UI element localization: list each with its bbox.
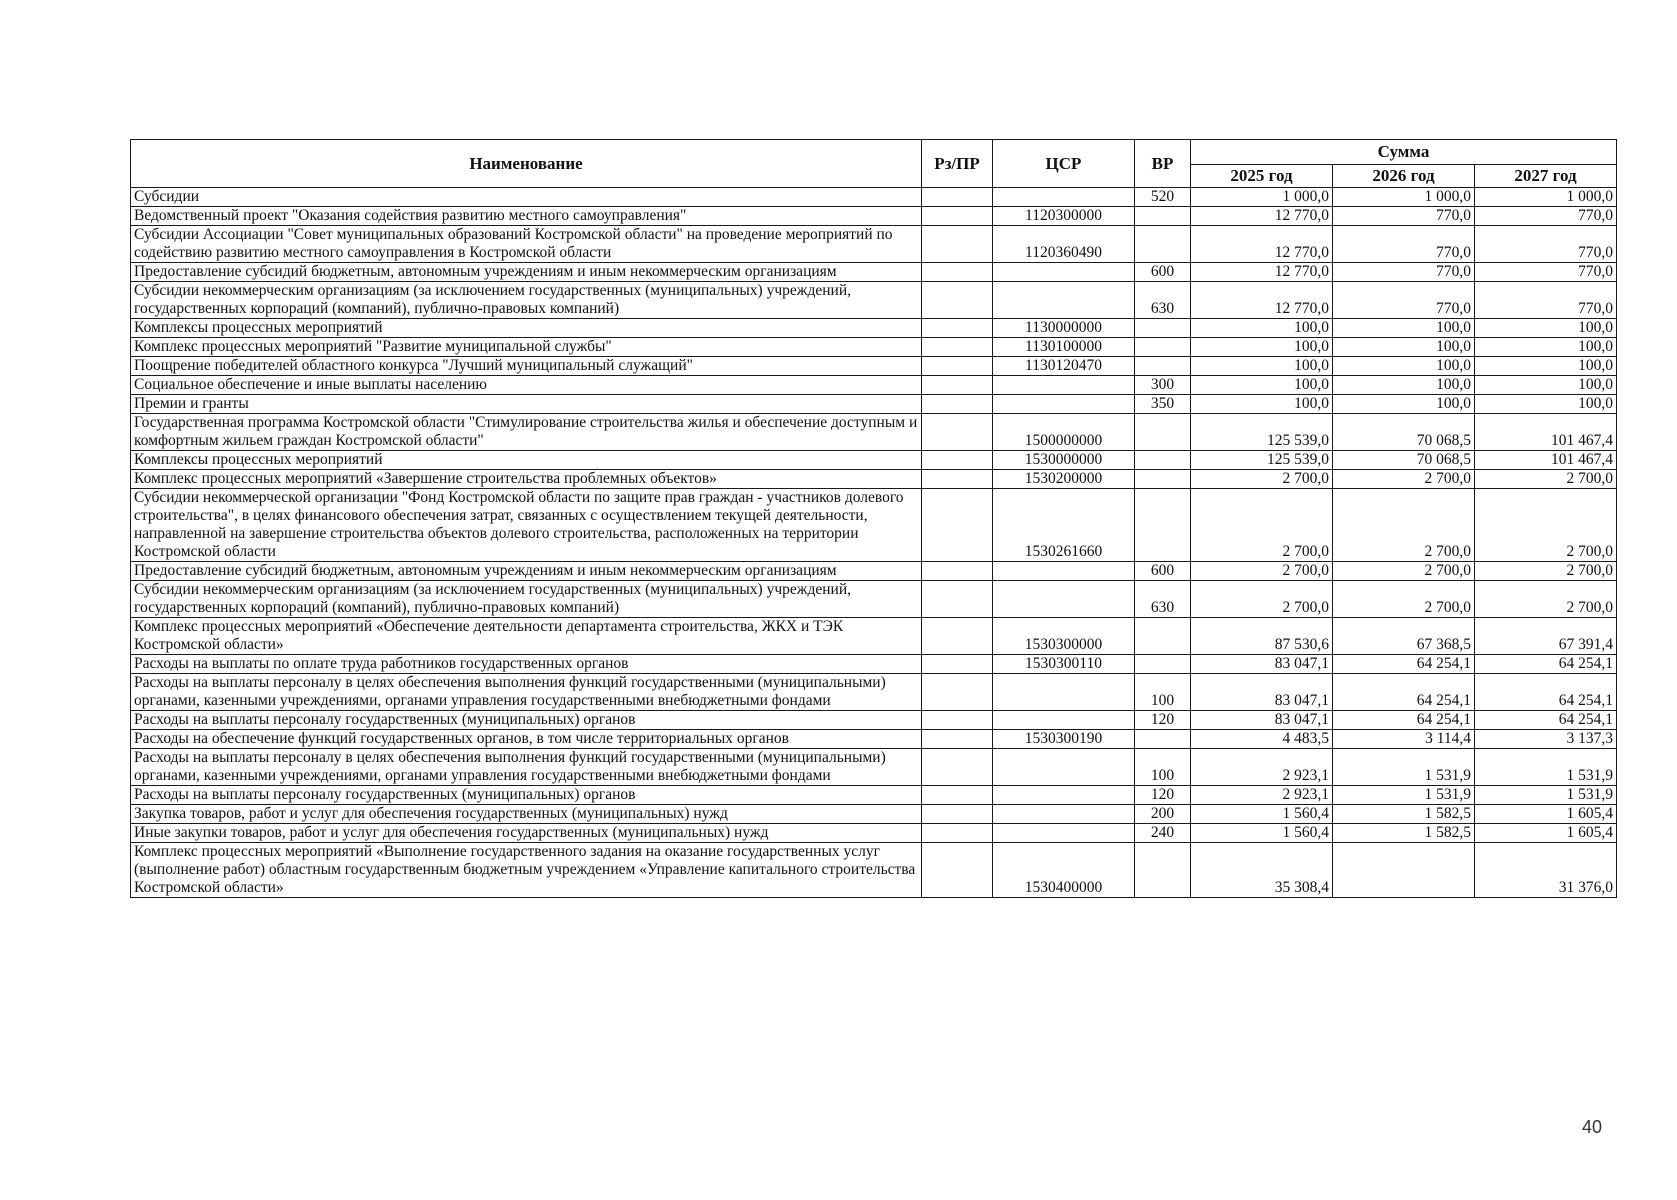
cell-csr [993,395,1135,414]
table-row [131,843,1617,898]
cell-csr [993,188,1135,207]
cell-rzpr [922,226,993,263]
cell-2026: 70 068,5 [1333,451,1475,470]
cell-2025: 12 770,0 [1191,226,1333,263]
cell-name: Субсидии некоммерческим организациям (за исключением государственных (муниципальных) учреждений, государственных корпораций (компаний), публично-правовых компаний) [131,581,922,618]
header-year-2025: 2025 год [1191,165,1333,188]
cell-vr [1135,414,1191,451]
header-rzpr: Рз/ПР [922,140,993,188]
cell-name: Комплекс процессных мероприятий «Обеспечение деятельности департамента строительства, ЖКХ и ТЭК Костромской области» [131,618,922,655]
cell-name: Субсидии [131,188,922,207]
cell-2025: 2 923,1 [1191,786,1333,805]
cell-2026: 2 700,0 [1333,562,1475,581]
cell-2026: 1 000,0 [1333,188,1475,207]
cell-2026: 64 254,1 [1333,655,1475,674]
table-row [131,376,1617,395]
cell-name: Социальное обеспечение и иные выплаты населению [131,376,922,395]
cell-csr: 1530300190 [993,730,1135,749]
cell-csr [993,376,1135,395]
cell-2026: 770,0 [1333,207,1475,226]
cell-csr: 1530200000 [993,470,1135,489]
table-row [131,414,1617,451]
cell-2026: 3 114,4 [1333,730,1475,749]
table-row [131,618,1617,655]
cell-rzpr [922,357,993,376]
cell-name: Субсидии Ассоциации "Совет муниципальных образований Костромской области" на проведение мероприятий по содействию развитию местного самоуправления в Костромской области [131,226,922,263]
cell-2026 [1333,843,1475,898]
cell-2027: 2 700,0 [1475,562,1617,581]
cell-2026: 1 531,9 [1333,749,1475,786]
cell-vr [1135,655,1191,674]
cell-2025: 100,0 [1191,338,1333,357]
cell-csr: 1130100000 [993,338,1135,357]
cell-2027: 770,0 [1475,282,1617,319]
cell-vr: 630 [1135,282,1191,319]
cell-2027: 67 391,4 [1475,618,1617,655]
cell-2025: 12 770,0 [1191,263,1333,282]
page-number: 40 [1582,1117,1603,1137]
cell-2025: 83 047,1 [1191,711,1333,730]
cell-csr [993,674,1135,711]
budget-table [130,139,1617,898]
cell-2026: 770,0 [1333,282,1475,319]
cell-name: Расходы на обеспечение функций государственных органов, в том числе территориальных органов [131,730,922,749]
cell-2025: 2 700,0 [1191,470,1333,489]
cell-rzpr [922,414,993,451]
cell-rzpr [922,824,993,843]
cell-2026: 64 254,1 [1333,711,1475,730]
cell-csr: 1530261660 [993,489,1135,562]
cell-2027: 770,0 [1475,207,1617,226]
cell-rzpr [922,338,993,357]
cell-2027: 770,0 [1475,226,1617,263]
cell-vr [1135,843,1191,898]
cell-2026: 1 582,5 [1333,805,1475,824]
cell-vr: 240 [1135,824,1191,843]
cell-2027: 100,0 [1475,338,1617,357]
cell-2025: 100,0 [1191,357,1333,376]
cell-name: Премии и гранты [131,395,922,414]
cell-name: Субсидии некоммерческим организациям (за исключением государственных (муниципальных) учреждений, государственных корпораций (компаний), публично-правовых компаний) [131,282,922,319]
table-row [131,263,1617,282]
header-vr: ВР [1135,140,1191,188]
cell-2025: 100,0 [1191,395,1333,414]
cell-csr: 1120300000 [993,207,1135,226]
cell-name: Государственная программа Костромской области "Стимулирование строительства жилья и обеспечение доступным и комфортным жильем граждан Костромской области" [131,414,922,451]
cell-vr: 120 [1135,786,1191,805]
table-row [131,188,1617,207]
cell-2027: 2 700,0 [1475,489,1617,562]
cell-2027: 1 605,4 [1475,824,1617,843]
cell-2027: 31 376,0 [1475,843,1617,898]
cell-rzpr [922,319,993,338]
cell-2025: 100,0 [1191,319,1333,338]
cell-csr: 1530400000 [993,843,1135,898]
cell-vr [1135,618,1191,655]
cell-rzpr [922,376,993,395]
cell-rzpr [922,618,993,655]
cell-2026: 64 254,1 [1333,674,1475,711]
cell-rzpr [922,749,993,786]
cell-csr [993,581,1135,618]
cell-vr: 630 [1135,581,1191,618]
cell-rzpr [922,470,993,489]
cell-name: Комплекс процессных мероприятий «Завершение строительства проблемных объектов» [131,470,922,489]
cell-2026: 100,0 [1333,338,1475,357]
cell-vr [1135,489,1191,562]
cell-2025: 125 539,0 [1191,451,1333,470]
header-year-2026: 2026 год [1333,165,1475,188]
cell-2027: 101 467,4 [1475,451,1617,470]
cell-2025: 83 047,1 [1191,655,1333,674]
cell-name: Субсидии некоммерческой организации "Фонд Костромской области по защите прав граждан - участников долевого строительства", в целях финансового обеспечения затрат, связанных с осуществлением текущей деятельности, направленной на завершение строительства объектов долевого строительства, расположенных на территории Костромской области [131,489,922,562]
cell-2026: 1 582,5 [1333,824,1475,843]
cell-2026: 70 068,5 [1333,414,1475,451]
table-row [131,319,1617,338]
cell-vr [1135,338,1191,357]
cell-2025: 12 770,0 [1191,282,1333,319]
cell-name: Расходы на выплаты по оплате труда работников государственных органов [131,655,922,674]
cell-vr: 200 [1135,805,1191,824]
cell-2026: 770,0 [1333,263,1475,282]
table-row [131,786,1617,805]
cell-name: Комплекс процессных мероприятий «Выполнение государственного задания на оказание государственных услуг (выполнение работ) областным государственным бюджетным учреждением «Управление капитального строительства Костромской области» [131,843,922,898]
cell-name: Ведомственный проект "Оказания содействия развитию местного самоуправления" [131,207,922,226]
cell-2025: 2 923,1 [1191,749,1333,786]
cell-2025: 4 483,5 [1191,730,1333,749]
cell-2027: 1 531,9 [1475,786,1617,805]
header-sum: Сумма [1191,140,1617,165]
cell-name: Комплекс процессных мероприятий "Развитие муниципальной службы" [131,338,922,357]
cell-rzpr [922,805,993,824]
table-row [131,824,1617,843]
cell-2027: 64 254,1 [1475,674,1617,711]
cell-vr [1135,470,1191,489]
cell-csr [993,282,1135,319]
cell-2025: 1 000,0 [1191,188,1333,207]
cell-rzpr [922,581,993,618]
cell-csr: 1530300000 [993,618,1135,655]
table-row [131,451,1617,470]
cell-name: Поощрение победителей областного конкурса "Лучший муниципальный служащий" [131,357,922,376]
table-row [131,226,1617,263]
cell-2026: 100,0 [1333,395,1475,414]
cell-name: Предоставление субсидий бюджетным, автономным учреждениям и иным некоммерческим организациям [131,263,922,282]
cell-name: Расходы на выплаты персоналу государственных (муниципальных) органов [131,711,922,730]
cell-rzpr [922,282,993,319]
cell-vr [1135,226,1191,263]
header-csr: ЦСР [993,140,1135,188]
cell-2027: 2 700,0 [1475,470,1617,489]
cell-rzpr [922,711,993,730]
table-row [131,655,1617,674]
cell-rzpr [922,562,993,581]
table-row [131,581,1617,618]
cell-2025: 2 700,0 [1191,562,1333,581]
cell-2025: 35 308,4 [1191,843,1333,898]
cell-vr [1135,451,1191,470]
cell-name: Предоставление субсидий бюджетным, автономным учреждениям и иным некоммерческим организациям [131,562,922,581]
cell-name: Комплексы процессных мероприятий [131,319,922,338]
cell-csr [993,562,1135,581]
cell-2025: 87 530,6 [1191,618,1333,655]
cell-2025: 2 700,0 [1191,489,1333,562]
cell-2026: 100,0 [1333,376,1475,395]
budget-sheet [130,139,1616,898]
table-row [131,562,1617,581]
cell-2027: 100,0 [1475,357,1617,376]
cell-2025: 2 700,0 [1191,581,1333,618]
cell-2026: 100,0 [1333,357,1475,376]
cell-name: Комплексы процессных мероприятий [131,451,922,470]
table-row [131,357,1617,376]
cell-2025: 100,0 [1191,376,1333,395]
cell-2026: 2 700,0 [1333,470,1475,489]
cell-2027: 770,0 [1475,263,1617,282]
table-row [131,207,1617,226]
cell-name: Расходы на выплаты персоналу в целях обеспечения выполнения функций государственными (муниципальными) органами, казенными учреждениями, органами управления государственными внебюджетными фондами [131,674,922,711]
cell-name: Расходы на выплаты персоналу государственных (муниципальных) органов [131,786,922,805]
cell-vr [1135,207,1191,226]
cell-csr: 1120360490 [993,226,1135,263]
cell-vr: 350 [1135,395,1191,414]
cell-2027: 64 254,1 [1475,655,1617,674]
cell-2026: 100,0 [1333,319,1475,338]
cell-2026: 67 368,5 [1333,618,1475,655]
table-row [131,282,1617,319]
cell-vr [1135,730,1191,749]
cell-rzpr [922,843,993,898]
table-row [131,470,1617,489]
table-body [131,188,1617,898]
cell-2027: 1 531,9 [1475,749,1617,786]
cell-rzpr [922,263,993,282]
cell-rzpr [922,730,993,749]
cell-2025: 12 770,0 [1191,207,1333,226]
cell-2025: 1 560,4 [1191,824,1333,843]
cell-vr: 600 [1135,562,1191,581]
cell-2026: 1 531,9 [1333,786,1475,805]
cell-vr: 100 [1135,749,1191,786]
cell-2027: 101 467,4 [1475,414,1617,451]
cell-csr [993,786,1135,805]
cell-csr: 1530300110 [993,655,1135,674]
cell-csr [993,749,1135,786]
cell-2026: 2 700,0 [1333,581,1475,618]
cell-csr: 1130120470 [993,357,1135,376]
cell-2027: 100,0 [1475,395,1617,414]
cell-name: Иные закупки товаров, работ и услуг для обеспечения государственных (муниципальных) нужд [131,824,922,843]
cell-2025: 1 560,4 [1191,805,1333,824]
table-row [131,805,1617,824]
cell-vr: 300 [1135,376,1191,395]
cell-rzpr [922,674,993,711]
header-year-2027: 2027 год [1475,165,1617,188]
table-row [131,489,1617,562]
cell-2025: 83 047,1 [1191,674,1333,711]
header-name: Наименование [131,140,922,188]
cell-vr: 120 [1135,711,1191,730]
table-row [131,711,1617,730]
table-row [131,730,1617,749]
header-row-top [131,140,1617,165]
cell-2026: 770,0 [1333,226,1475,263]
table-row [131,749,1617,786]
cell-vr: 600 [1135,263,1191,282]
cell-2027: 100,0 [1475,376,1617,395]
cell-rzpr [922,395,993,414]
cell-rzpr [922,489,993,562]
cell-csr [993,263,1135,282]
cell-2027: 3 137,3 [1475,730,1617,749]
cell-vr: 100 [1135,674,1191,711]
cell-rzpr [922,188,993,207]
cell-2025: 125 539,0 [1191,414,1333,451]
table-row [131,674,1617,711]
cell-2027: 1 000,0 [1475,188,1617,207]
cell-name: Закупка товаров, работ и услуг для обеспечения государственных (муниципальных) нужд [131,805,922,824]
cell-2027: 1 605,4 [1475,805,1617,824]
cell-vr: 520 [1135,188,1191,207]
cell-2027: 100,0 [1475,319,1617,338]
table-row [131,395,1617,414]
cell-rzpr [922,786,993,805]
cell-rzpr [922,655,993,674]
cell-vr [1135,319,1191,338]
cell-csr: 1530000000 [993,451,1135,470]
cell-csr: 1500000000 [993,414,1135,451]
cell-csr [993,824,1135,843]
table-row [131,338,1617,357]
cell-vr [1135,357,1191,376]
cell-rzpr [922,451,993,470]
cell-csr [993,711,1135,730]
cell-name: Расходы на выплаты персоналу в целях обеспечения выполнения функций государственными (муниципальными) органами, казенными учреждениями, органами управления государственными внебюджетными фондами [131,749,922,786]
cell-2026: 2 700,0 [1333,489,1475,562]
cell-2027: 2 700,0 [1475,581,1617,618]
cell-csr: 1130000000 [993,319,1135,338]
cell-2027: 64 254,1 [1475,711,1617,730]
cell-rzpr [922,207,993,226]
cell-csr [993,805,1135,824]
